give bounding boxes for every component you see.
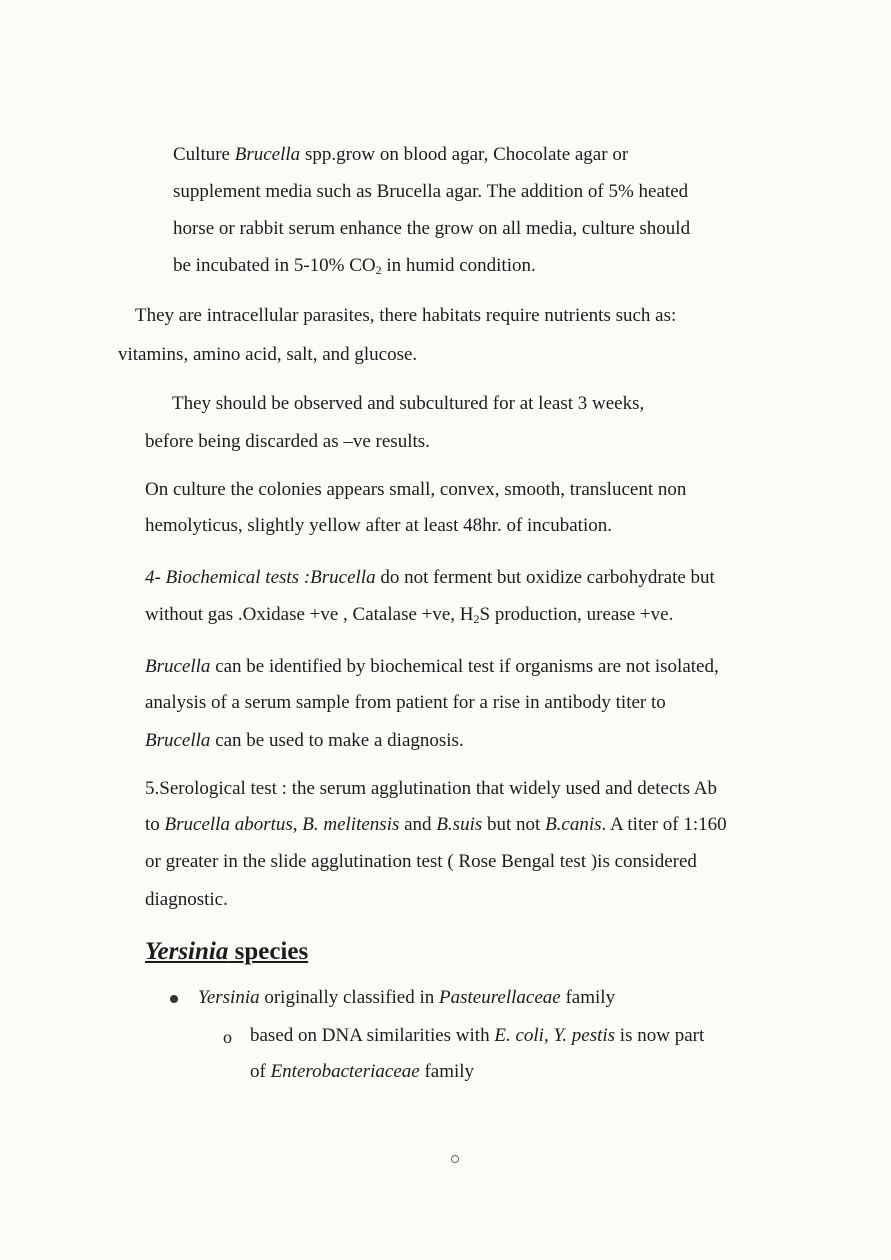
culture-line-2: supplement media such as Brucella agar. The addition of 5% heated (173, 181, 689, 202)
serology-line-4: diagnostic. (145, 889, 228, 910)
serology-line-1: 5.Serological test : the serum agglutination that widely used and detects Ab (145, 778, 717, 799)
serology-line-2: to Brucella abortus, B. melitensis and B.suis but not B.canis. A titer of 1:160 (145, 814, 727, 835)
sub-bullet-item-dna: based on DNA similarities with E. coli, Y. pestis is now part (250, 1025, 705, 1046)
sub-bullet-item-family: of Enterobacteriaceae family (250, 1061, 475, 1082)
biochem-line-1: 4- Biochemical tests :Brucella do not ferment but oxidize carbohydrate but (145, 567, 715, 588)
serology-line-3: or greater in the slide agglutination test ( Rose Bengal test )is considered (145, 851, 697, 872)
colonies-line-2: hemolyticus, slightly yellow after at least 48hr. of incubation. (145, 515, 612, 536)
biochem-line-2: without gas .Oxidase +ve , Catalase +ve, $H_2S$ production, urease +ve. (145, 604, 674, 626)
page-mark-icon (451, 1155, 459, 1163)
bullet-icon (170, 995, 178, 1003)
culture-line-1: Culture Brucella spp.grow on blood agar, Chocolate agar or (173, 144, 629, 165)
bullet-item-classification: Yersinia originally classified in Pasteurellaceae family (198, 987, 616, 1008)
colonies-line-1: On culture the colonies appears small, convex, smooth, translucent non (145, 479, 687, 500)
observe-line-2: before being discarded as –ve results. (145, 431, 430, 452)
identified-line-1: Brucella can be identified by biochemical test if organisms are not isolated, (145, 656, 719, 677)
identified-line-2: analysis of a serum sample from patient for a rise in antibody titer to (145, 692, 666, 713)
culture-line-3: horse or rabbit serum enhance the grow on all media, culture should (173, 218, 691, 239)
section-heading-yersinia: Yersinia species (145, 938, 309, 965)
observe-line-1: They should be observed and subcultured for at least 3 weeks, (172, 393, 645, 414)
intracellular-line-1: They are intracellular parasites, there habitats require nutrients such as: (135, 305, 677, 326)
identified-line-3: Brucella can be used to make a diagnosis. (145, 730, 464, 751)
sub-bullet-icon: o (223, 1027, 232, 1047)
intracellular-line-2: vitamins, amino acid, salt, and glucose. (118, 344, 418, 365)
culture-line-4: be incubated in 5-10% $CO_2$ in humid condition. (173, 255, 536, 277)
